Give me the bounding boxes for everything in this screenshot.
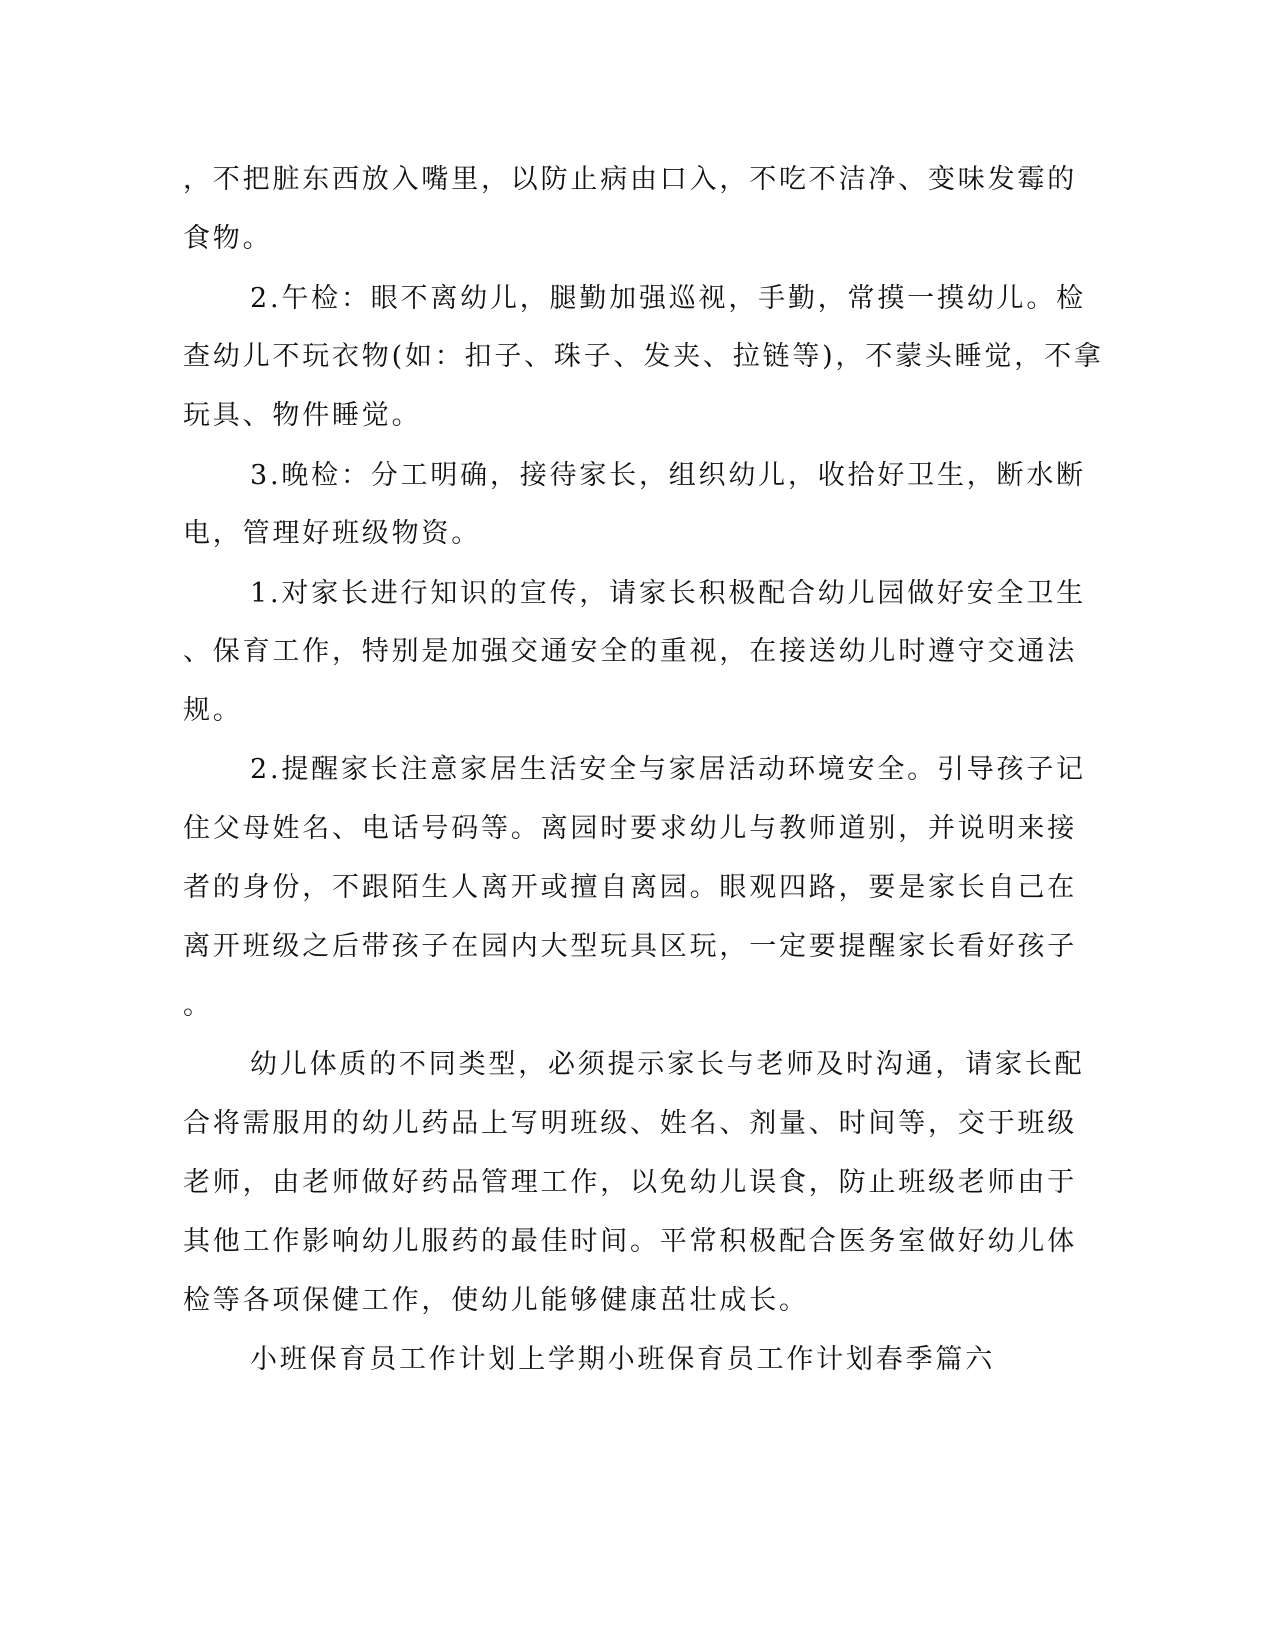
text-line: 3.晚检：分工明确，接待家长，组织幼儿，收拾好卫生，断水断: [250, 460, 1086, 491]
text-line: 检等各项保健工作，使幼儿能够健康茁壮成长。: [183, 1285, 809, 1316]
text-line: 住父母姓名、电话号码等。离园时要求幼儿与教师道别，并说明来接: [183, 813, 1077, 844]
text-line: 其他工作影响幼儿服药的最佳时间。平常积极配合医务室做好幼儿体: [183, 1226, 1077, 1257]
text-line: 合将需服用的幼儿药品上写明班级、姓名、剂量、时间等，交于班级: [183, 1108, 1077, 1139]
text-line: 离开班级之后带孩子在园内大型玩具区玩，一定要提醒家长看好孩子: [183, 931, 1077, 962]
text-line: 规。: [183, 695, 243, 726]
text-line: 者的身份，不跟陌生人离开或擅自离园。眼观四路，要是家长自己在: [183, 872, 1077, 903]
text-line: 小班保育员工作计划上学期小班保育员工作计划春季篇六: [250, 1344, 995, 1375]
text-line: 。: [183, 990, 213, 1021]
text-line: 幼儿体质的不同类型，必须提示家长与老师及时沟通，请家长配: [250, 1049, 1085, 1080]
text-line: 、保育工作，特别是加强交通安全的重视，在接送幼儿时遵守交通法: [183, 636, 1077, 667]
text-line: 食物。: [183, 223, 273, 254]
text-line: 2.午检：眼不离幼儿，腿勤加强巡视，手勤，常摸一摸幼儿。检: [250, 283, 1086, 314]
text-line: 2.提醒家长注意家居生活安全与家居活动环境安全。引导孩子记: [250, 754, 1086, 785]
text-line: 老师，由老师做好药品管理工作，以免幼儿误食，防止班级老师由于: [183, 1167, 1077, 1198]
text-line: 电，管理好班级物资。: [183, 518, 481, 549]
text-line: 查幼儿不玩衣物(如：扣子、珠子、发夹、拉链等)，不蒙头睡觉，不拿: [183, 341, 1104, 372]
text-line: ，不把脏东西放入嘴里，以防止病由口入，不吃不洁净、变味发霉的: [183, 164, 1077, 195]
text-line: 1.对家长进行知识的宣传，请家长积极配合幼儿园做好安全卫生: [250, 578, 1086, 609]
text-line: 玩具、物件睡觉。: [183, 400, 422, 431]
